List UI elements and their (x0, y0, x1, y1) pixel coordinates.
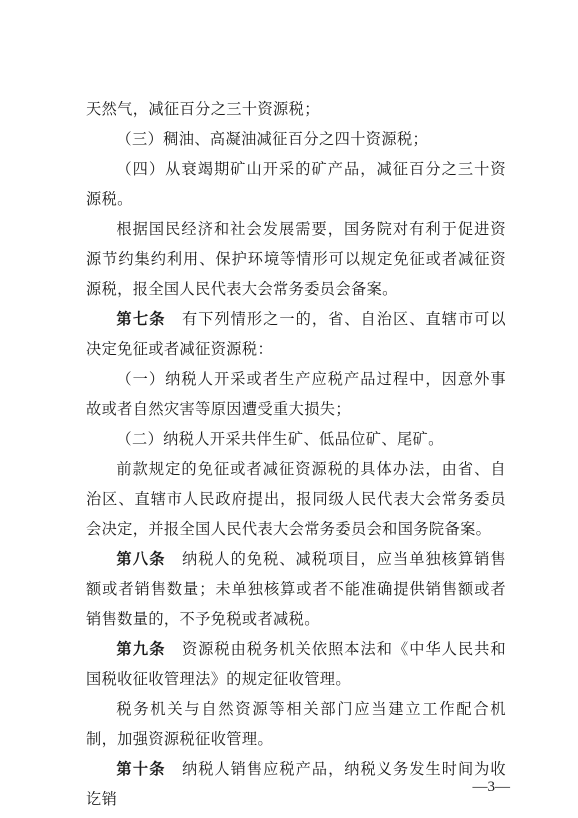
paragraph-text: 税务机关与自然资源等相关部门应当建立工作配合机制，加强资源税征收管理。 (86, 700, 506, 748)
article-number: 第十条 (116, 760, 166, 778)
paragraph-text: 前款规定的免征或者减征资源税的具体办法，由省、自治区、直辖市人民政府提出，报同级人民代表大会常务委员会决定，并报全国人民代表大会常务委员会和国务院备案。 (86, 460, 506, 538)
paragraph-text: 纳税人销售应税产品，纳税义务发生时间为收讫销 (86, 760, 507, 808)
paragraph-text: 纳税人的免税、减税项目，应当单独核算销售额或者销售数量；未单独核算或者不能准确提供销售额或者销售数量的，不予免税或者减税。 (86, 550, 507, 628)
paragraph-3 (86, 214, 506, 304)
paragraph-text: 有下列情形之一的，省、自治区、直辖市可以决定免征或者减征资源税： (86, 310, 507, 358)
paragraph-text: （二）纳税人开采共伴生矿、低品位矿、尾矿。 (116, 430, 444, 448)
paragraph-article-8 (86, 544, 506, 634)
paragraph-5 (86, 364, 506, 424)
paragraph-0 (86, 94, 506, 124)
paragraph-article-9 (86, 634, 506, 694)
paragraph-1 (86, 124, 506, 154)
paragraph-7 (86, 454, 506, 544)
paragraph-2 (86, 154, 506, 214)
paragraph-10 (86, 694, 506, 754)
article-number: 第八条 (116, 550, 166, 568)
paragraph-text: （一）纳税人开采或者生产应税产品过程中，因意外事故或者自然灾害等原因遭受重大损失； (86, 370, 506, 418)
paragraph-text: 资源税由税务机关依照本法和《中华人民共和国税收征收管理法》的规定征收管理。 (86, 640, 507, 688)
paragraph-6 (86, 424, 506, 454)
paragraph-article-10 (86, 754, 506, 814)
paragraph-article-7 (86, 304, 506, 364)
paragraph-text: （四）从衰竭期矿山开采的矿产品，减征百分之三十资源税。 (86, 160, 506, 208)
page-number: —3— (472, 779, 510, 795)
paragraph-text: 天然气，减征百分之三十资源税； (86, 100, 320, 118)
document-body (86, 94, 506, 814)
paragraph-text: 根据国民经济和社会发展需要，国务院对有利于促进资源节约集约利用、保护环境等情形可以规定免征或者减征资源税，报全国人民代表大会常务委员会备案。 (86, 220, 506, 298)
article-number: 第七条 (116, 310, 166, 328)
paragraph-text: （三）稠油、高凝油减征百分之四十资源税； (116, 130, 429, 148)
article-number: 第九条 (116, 640, 166, 658)
